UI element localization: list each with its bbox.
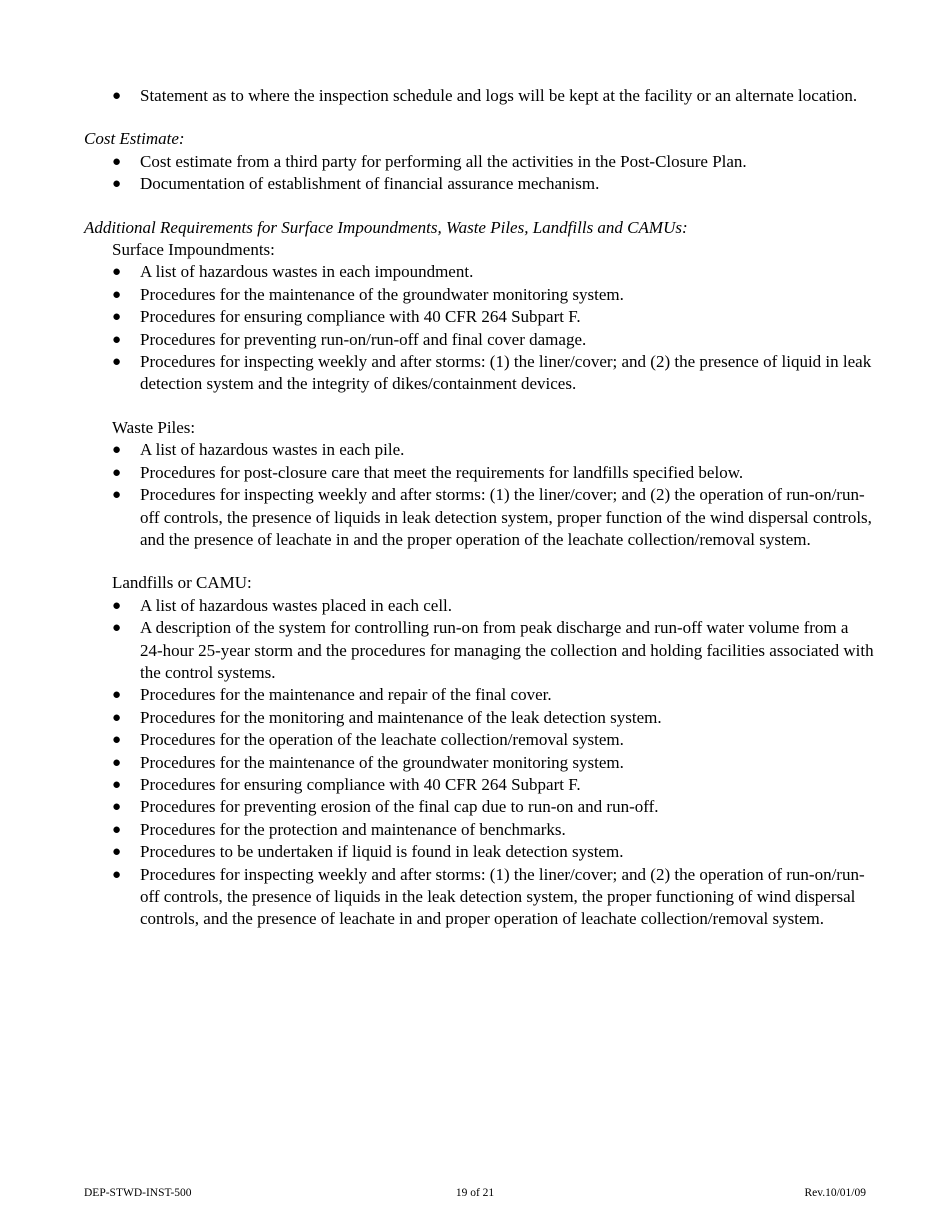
list-item: [84, 774, 874, 796]
bullet-icon: ●: [112, 732, 122, 749]
bullet-icon: ●: [112, 487, 122, 504]
bullet-icon: ●: [112, 597, 122, 614]
bullet-icon: ●: [112, 286, 122, 303]
bullet-icon: ●: [112, 776, 122, 793]
list-item-text: Procedures for ensuring compliance with 40 CFR 264 Subpart F.: [140, 774, 581, 794]
list-item: [84, 284, 874, 306]
list-item: [84, 329, 874, 351]
footer-page-number: 19 of 21: [455, 1187, 495, 1199]
bullet-icon: ●: [112, 866, 122, 883]
bullet-icon: ●: [112, 754, 122, 771]
page-content: [84, 85, 874, 931]
list-item-text: Procedures to be undertaken if liquid is found in leak detection system.: [140, 842, 624, 862]
list-item: [84, 173, 874, 195]
list-item: [84, 462, 874, 484]
footer-document-id: DEP-STWD-INST-500: [84, 1187, 192, 1199]
bullet-icon: ●: [112, 687, 122, 704]
list-item: [84, 752, 874, 774]
list-item: [84, 439, 874, 461]
landfills-list: [84, 595, 874, 931]
bullet-icon: ●: [112, 442, 122, 459]
list-item: [84, 261, 874, 283]
list-item-text: Procedures for preventing erosion of the final cap due to run-on and run-off.: [140, 797, 659, 817]
cost-estimate-list: [84, 151, 874, 196]
list-item-text: Procedures for inspecting weekly and after storms: (1) the liner/cover; and (2) the operation of run-on/run-off controls, the presence of liquids in leak detection system, proper function of the wind dispersal controls, and the presence of leachate in and the proper operation of the leachate collection/removal system.: [140, 485, 872, 549]
bullet-icon: ●: [112, 464, 122, 481]
list-item-text: Procedures for the protection and maintenance of benchmarks.: [140, 819, 566, 839]
landfills-label: Landfills or CAMU:: [112, 573, 252, 593]
bullet-icon: ●: [112, 799, 122, 816]
list-item: [84, 796, 874, 818]
list-item: [84, 85, 874, 107]
bullet-icon: ●: [112, 844, 122, 861]
bullet-icon: ●: [112, 331, 122, 348]
top-bullet-list: [84, 85, 874, 107]
bullet-icon: ●: [112, 176, 122, 193]
list-item: [84, 841, 874, 863]
list-item-text: Procedures for preventing run-on/run-off and final cover damage.: [140, 329, 587, 349]
list-item-text: Documentation of establishment of financial assurance mechanism.: [140, 174, 600, 194]
list-item-text: Procedures for ensuring compliance with 40 CFR 264 Subpart F.: [140, 307, 581, 327]
list-item-text: Procedures for the maintenance of the groundwater monitoring system.: [140, 752, 624, 772]
list-item-text: Procedures for the maintenance and repair of the final cover.: [140, 685, 552, 705]
list-item: [84, 595, 874, 617]
additional-requirements-heading: Additional Requirements for Surface Impoundments, Waste Piles, Landfills and CAMUs:: [84, 217, 688, 237]
waste-piles-label: Waste Piles:: [112, 417, 196, 437]
waste-piles-list: [84, 439, 874, 551]
footer-revision: Rev.10/01/09: [804, 1187, 866, 1199]
bullet-icon: ●: [112, 309, 122, 326]
surface-impoundments-label: Surface Impoundments:: [112, 240, 275, 260]
list-item-text: Cost estimate from a third party for performing all the activities in the Post-Closure Plan.: [140, 151, 747, 171]
list-item-text: A list of hazardous wastes in each impoundment.: [140, 262, 474, 282]
bullet-icon: ●: [112, 709, 122, 726]
bullet-icon: ●: [112, 153, 122, 170]
bullet-icon: ●: [112, 821, 122, 838]
list-item-text: Procedures for post-closure care that meet the requirements for landfills specified below.: [140, 462, 744, 482]
bullet-icon: ●: [112, 88, 122, 104]
list-item: [84, 864, 874, 931]
list-item-text: Statement as to where the inspection schedule and logs will be kept at the facility or an alternate location.: [140, 86, 858, 105]
cost-estimate-heading: Cost Estimate:: [84, 129, 185, 149]
bullet-icon: ●: [112, 264, 122, 281]
list-item: [84, 819, 874, 841]
list-item-text: Procedures for the maintenance of the groundwater monitoring system.: [140, 284, 624, 304]
list-item-text: Procedures for the operation of the leachate collection/removal system.: [140, 730, 624, 750]
bullet-icon: ●: [112, 620, 122, 637]
list-item: [84, 351, 874, 396]
surface-impoundments-list: [84, 261, 874, 395]
list-item: [84, 306, 874, 328]
list-item-text: Procedures for inspecting weekly and after storms: (1) the liner/cover; and (2) the presence of liquid in leak detection system and the integrity of dikes/containment devices.: [140, 352, 872, 394]
bullet-icon: ●: [112, 354, 122, 371]
list-item-text: A description of the system for controlling run-on from peak discharge and run-off water volume from a 24-hour 25-year storm and the procedures for managing the collection and holding facilities associated with the control systems.: [140, 618, 874, 682]
list-item: [84, 151, 874, 173]
list-item-text: Procedures for the monitoring and maintenance of the leak detection system.: [140, 707, 662, 727]
list-item: [84, 684, 874, 706]
list-item-text: A list of hazardous wastes placed in each cell.: [140, 595, 453, 615]
list-item: [84, 484, 874, 551]
list-item-text: A list of hazardous wastes in each pile.: [140, 440, 405, 460]
list-item-text: Procedures for inspecting weekly and after storms: (1) the liner/cover; and (2) the operation of run-on/run-off controls, the presence of liquids in the leak detection system, the proper functioning of wind dispersal controls, and the presence of leachate in and proper operation of leachate collection/removal system.: [140, 864, 865, 929]
list-item: [84, 617, 874, 684]
list-item: [84, 707, 874, 729]
list-item: [84, 729, 874, 751]
